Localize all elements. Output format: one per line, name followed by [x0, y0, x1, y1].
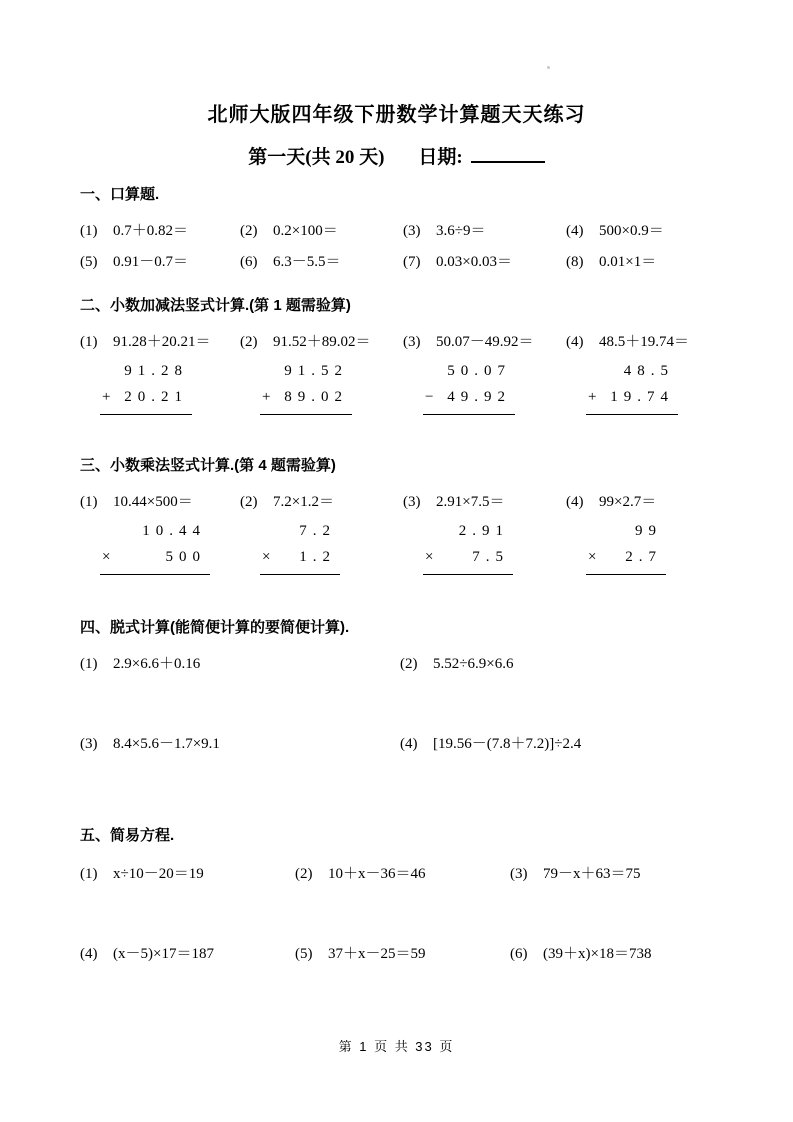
problem-item: [566, 331, 737, 353]
vertical-top-number: 2.91: [458, 523, 509, 539]
vertical-calc: [423, 358, 515, 415]
page-footer: 第 1 页 共 33 页: [338, 1039, 455, 1054]
addsub-problems-grid: [80, 331, 737, 415]
problem-item: [80, 653, 400, 675]
problem-item: [510, 863, 737, 885]
equations-problems-grid: [80, 863, 737, 965]
problem-cell: [80, 331, 240, 415]
problem-item: [403, 331, 566, 353]
vertical-operator: +: [262, 389, 271, 405]
section-offform: [80, 617, 737, 755]
day-counter: 第一天(共 20 天): [248, 147, 385, 168]
problem-number: (3): [403, 334, 421, 350]
vertical-bottom-number: 19.74: [610, 389, 674, 405]
section-mult: [80, 455, 737, 575]
problem-item: [240, 331, 403, 353]
problem-number: (4): [566, 223, 584, 239]
scan-artifact-dot: [547, 66, 550, 69]
vertical-bottom-number: 89.02: [284, 389, 348, 405]
problem-expression: 0.03×0.03＝: [436, 254, 512, 270]
problem-number: (2): [240, 223, 258, 239]
problem-expression: x÷10－20＝19: [113, 866, 204, 882]
problem-number: (3): [403, 223, 421, 239]
problem-item: [403, 220, 566, 242]
problem-expression: (39＋x)×18＝738: [543, 946, 652, 962]
problem-number: (1): [80, 494, 98, 510]
problem-cell: [240, 491, 403, 575]
problem-number: (3): [510, 866, 528, 882]
problem-number: (4): [566, 334, 584, 350]
problem-expression: 10＋x－36＝46: [328, 866, 426, 882]
problem-expression: 7.2×1.2＝: [273, 494, 334, 510]
vertical-top-number: 48.5: [623, 363, 674, 379]
problem-number: (8): [566, 254, 584, 270]
problem-item: [80, 733, 400, 755]
problem-expression: 6.3－5.5＝: [273, 254, 341, 270]
problem-expression: 8.4×5.6－1.7×9.1: [113, 736, 220, 752]
mult-problems-grid: [80, 491, 737, 575]
problem-number: (6): [510, 946, 528, 962]
vertical-operator: ×: [262, 549, 271, 565]
vertical-bottom-number: 49.92: [447, 389, 511, 405]
date-label: 日期:: [418, 147, 463, 168]
problem-item: [400, 653, 737, 675]
problem-item: [566, 491, 737, 513]
vertical-operator: ×: [102, 549, 111, 565]
problem-number: (2): [240, 494, 258, 510]
oral-problems-grid: [80, 220, 737, 273]
vertical-top-number: 7.2: [299, 523, 336, 539]
problem-item: [403, 491, 566, 513]
problem-number: (2): [400, 656, 418, 672]
vertical-calc: [100, 518, 210, 575]
vertical-operator: +: [102, 389, 111, 405]
vertical-operator: ×: [588, 549, 597, 565]
offform-problems-grid: [80, 653, 737, 755]
problem-expression: 0.91－0.7＝: [113, 254, 189, 270]
problem-expression: 0.7＋0.82＝: [113, 223, 189, 239]
problem-expression: 37＋x－25＝59: [328, 946, 426, 962]
vertical-bottom-number: 500: [165, 549, 206, 565]
problem-item: [80, 220, 240, 242]
page-title: 北师大版四年级下册数学计算题天天练习: [207, 104, 586, 126]
vertical-bottom-number: 7.5: [472, 549, 509, 565]
problem-cell: [566, 331, 737, 415]
problem-expression: 79－x＋63＝75: [543, 866, 641, 882]
problem-item: [80, 251, 240, 273]
problem-number: (3): [80, 736, 98, 752]
problem-number: (4): [400, 736, 418, 752]
problem-item: [295, 863, 510, 885]
problem-item: [566, 251, 737, 273]
problem-item: [80, 491, 240, 513]
problem-expression: (x－5)×17＝187: [113, 946, 214, 962]
problem-expression: 0.01×1＝: [599, 254, 657, 270]
vertical-operator: −: [425, 389, 434, 405]
problem-cell: [403, 331, 566, 415]
section-oral-heading: 一、口算题.: [80, 186, 160, 203]
problem-item: [295, 943, 510, 965]
section-mult-heading: 三、小数乘法竖式计算.(第 4 题需验算): [80, 457, 336, 474]
vertical-calc: [260, 518, 340, 575]
vertical-bottom-number: 2.7: [625, 549, 662, 565]
vertical-calc: [100, 358, 192, 415]
problem-number: (5): [295, 946, 313, 962]
problem-number: (3): [403, 494, 421, 510]
problem-expression: 5.52÷6.9×6.6: [433, 656, 514, 672]
vertical-calc: [260, 358, 352, 415]
vertical-top-number: 10.44: [142, 523, 206, 539]
problem-expression: 48.5＋19.74＝: [599, 334, 690, 350]
problem-number: (1): [80, 223, 98, 239]
problem-expression: 91.28＋20.21＝: [113, 334, 211, 350]
problem-expression: 3.6÷9＝: [436, 223, 486, 239]
section-offform-heading: 四、脱式计算(能简便计算的要简便计算).: [80, 619, 350, 636]
problem-number: (1): [80, 866, 98, 882]
section-addsub: [80, 295, 737, 415]
problem-item: [240, 491, 403, 513]
problem-item: [80, 331, 240, 353]
problem-number: (5): [80, 254, 98, 270]
problem-item: [510, 943, 737, 965]
problem-expression: 99×2.7＝: [599, 494, 657, 510]
problem-number: (2): [295, 866, 313, 882]
problem-expression: 500×0.9＝: [599, 223, 664, 239]
section-equations: [80, 825, 737, 965]
problem-item: [240, 220, 403, 242]
problem-item: [80, 943, 295, 965]
date-blank-line: [471, 145, 545, 163]
problem-expression: 0.2×100＝: [273, 223, 338, 239]
problem-cell: [403, 491, 566, 575]
problem-number: (2): [240, 334, 258, 350]
problem-expression: [19.56－(7.8＋7.2)]÷2.4: [433, 736, 582, 752]
problem-expression: 2.9×6.6＋0.16: [113, 656, 201, 672]
problem-number: (1): [80, 334, 98, 350]
problem-number: (1): [80, 656, 98, 672]
problem-item: [403, 251, 566, 273]
vertical-top-number: 99: [635, 523, 662, 539]
problem-number: (6): [240, 254, 258, 270]
problem-item: [80, 863, 295, 885]
page-subtitle: [0, 145, 793, 171]
vertical-calc: [423, 518, 513, 575]
problem-cell: [240, 331, 403, 415]
vertical-operator: +: [588, 389, 597, 405]
problem-number: (7): [403, 254, 421, 270]
vertical-bottom-number: 1.2: [299, 549, 336, 565]
section-equations-heading: 五、简易方程.: [80, 827, 175, 844]
problem-cell: [566, 491, 737, 575]
problem-item: [240, 251, 403, 273]
problem-expression: 10.44×500＝: [113, 494, 193, 510]
problem-item: [566, 220, 737, 242]
problem-expression: 2.91×7.5＝: [436, 494, 505, 510]
section-addsub-heading: 二、小数加减法竖式计算.(第 1 题需验算): [80, 297, 351, 314]
vertical-bottom-number: 20.21: [124, 389, 188, 405]
problem-number: (4): [80, 946, 98, 962]
vertical-top-number: 50.07: [447, 363, 511, 379]
section-oral: [80, 184, 737, 273]
vertical-top-number: 91.28: [124, 363, 188, 379]
problem-number: (4): [566, 494, 584, 510]
vertical-calc: [586, 358, 678, 415]
problem-expression: 91.52＋89.02＝: [273, 334, 371, 350]
vertical-operator: ×: [425, 549, 434, 565]
vertical-calc: [586, 518, 666, 575]
vertical-top-number: 91.52: [284, 363, 348, 379]
problem-expression: 50.07－49.92＝: [436, 334, 534, 350]
problem-item: [400, 733, 737, 755]
problem-cell: [80, 491, 240, 575]
